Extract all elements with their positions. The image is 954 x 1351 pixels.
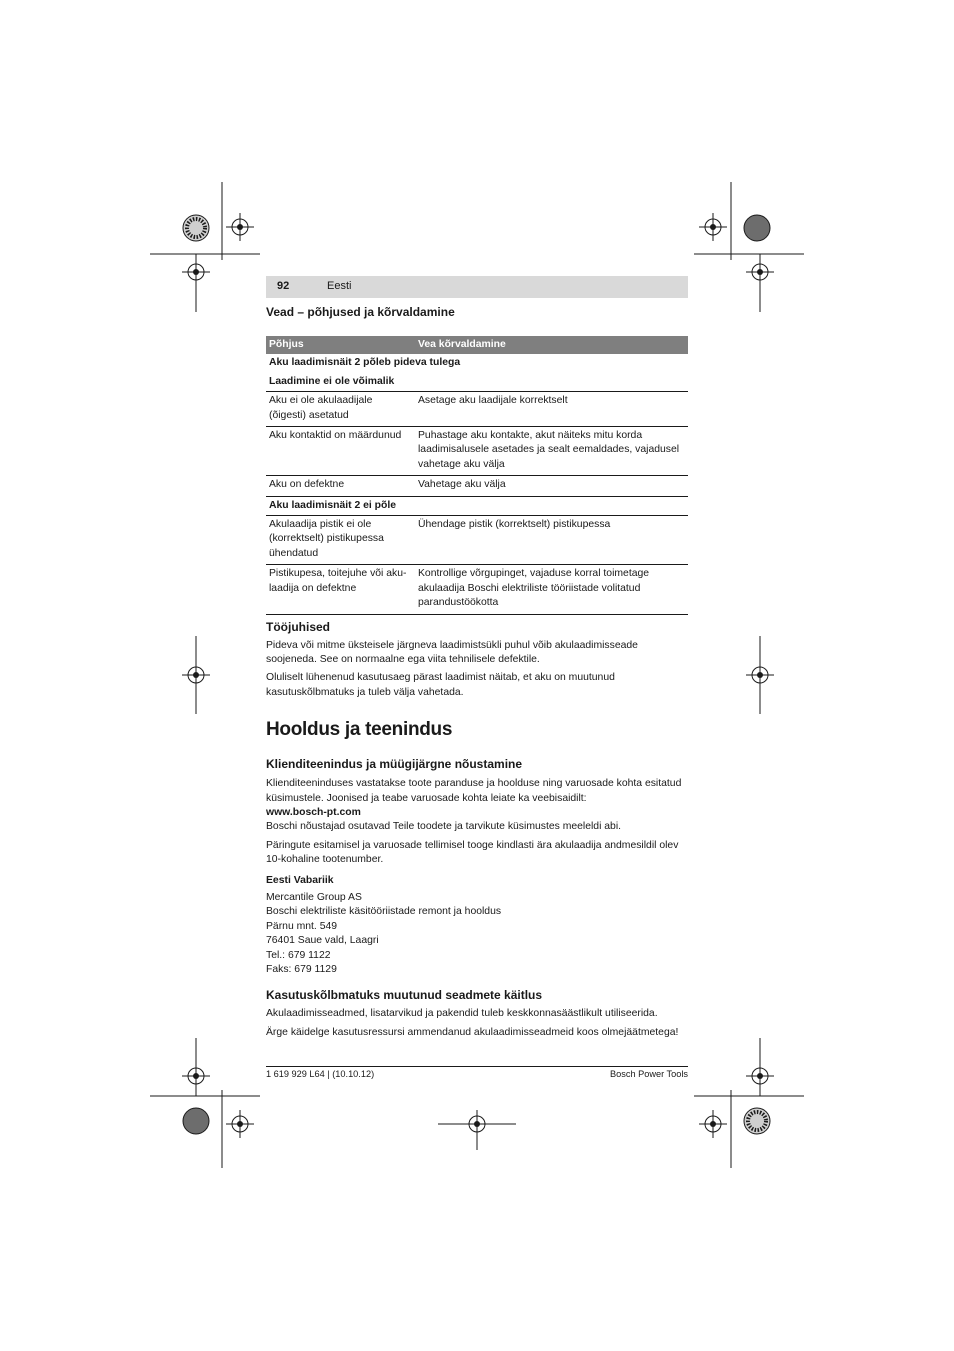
customer-service-title: Klienditeenindus ja müügijärgne nõustamine: [266, 757, 523, 772]
table-header-row: [266, 336, 688, 354]
troubleshoot-title: Vead – põhjused ja kõrvaldamine: [266, 305, 455, 319]
fix-cell: Ühendage pistik (korrektselt) pistikupessa: [415, 516, 688, 565]
disposal-title: Kasutuskõlbmatuks muutunud seadmete käitlus: [266, 988, 543, 1003]
header-language: Eesti: [327, 280, 352, 292]
disposal-paragraph: Akulaadimisseadmed, lisatarvikud ja pakendid tuleb keskkonnasäästlikult utiliseerida.: [266, 1008, 658, 1020]
cause-cell: Aku kontaktid on määrdunud: [266, 427, 415, 476]
fix-cell: Vahetage aku välja: [415, 476, 688, 496]
table-section-row: [266, 496, 688, 515]
section-heading: Aku laadimisnäit 2 põleb pideva tulega: [269, 357, 461, 369]
table-section-row: [266, 354, 688, 372]
fix-cell: Kontrollige võrgupinget, vajaduse korral toimetage akulaadija Boschi elektriliste tööriistade volitatud parandustöökotta: [415, 565, 688, 614]
table-section-row: [266, 373, 688, 392]
country-heading: Eesti Vabariik: [266, 874, 334, 886]
tips-paragraph: Oluliselt lühenenud kasutusaeg pärast laadimist näitab, et aku on muutunud kasutuskõlbmatuks ja tuleb välja vahetada.: [266, 672, 615, 698]
service-paragraph: Boschi nõustajad osutavad Teile toodete ja tarvikute küsimustes meeleldi abi.: [266, 821, 622, 833]
footer-doc-id: 1 619 929 L64 | (10.10.12): [266, 1069, 375, 1079]
section-heading: Laadimine ei ole võimalik: [266, 373, 688, 392]
footer-divider: [266, 1066, 688, 1067]
address-line: Mercantile Group AS: [266, 891, 362, 903]
service-address: [266, 891, 688, 977]
address-line: 76401 Saue vald, Laagri: [266, 935, 379, 947]
troubleshoot-table: [266, 336, 688, 615]
service-title: Hooldus ja teenindus: [266, 719, 453, 741]
cause-cell: Pistikupesa, toitejuhe või akulaadija on defektne: [266, 565, 415, 614]
page-header: [266, 276, 688, 298]
tips-title: Tööjuhised: [266, 619, 330, 634]
footer-brand: Bosch Power Tools: [610, 1069, 688, 1079]
address-line: Pärnu mnt. 549: [266, 920, 338, 932]
table-row: [266, 565, 688, 614]
section-heading: Aku laadimisnäit 2 ei põle: [266, 496, 688, 515]
column-header-cause: Põhjus: [266, 336, 415, 354]
cause-cell: Akulaadija pistik ei ole (korrektselt) pistikupessa ühendatud: [266, 516, 415, 565]
tips-paragraph: Pideva või mitme üksteisele järgneva laadimistsükli puhul võib akulaadimisseade soojeneda. See on normaalne ega viita tehnilisele defektile.: [266, 639, 638, 665]
disposal-paragraph: Ärge käidelge kasutusressursi ammendanud akulaadimisseadmeid koos olmejäätmetega!: [266, 1026, 679, 1038]
address-line: Boschi elektriliste käsitööriistade remont ja hooldus: [266, 906, 502, 918]
table-row: [266, 516, 688, 565]
table-row: [266, 427, 688, 476]
cause-cell: Aku ei ole akulaadijale (õigesti) asetatud: [266, 392, 415, 427]
service-paragraph: Päringute esitamisel ja varuosade tellimisel tooge kindlasti ära akulaadija andmesildil olev 10-kohaline tootenumber.: [266, 839, 679, 866]
fix-cell: Puhastage aku kontakte, akut näiteks mitu korda laadimisalusele asetades ja sealt eemaldades, vajadusel vahetage aku välja: [415, 427, 688, 476]
cause-cell: Aku on defektne: [266, 476, 415, 496]
main-content: [266, 304, 688, 1040]
address-line: Faks: 679 1129: [266, 964, 337, 975]
address-line: Tel.: 679 1122: [266, 949, 331, 961]
fix-cell: Asetage aku laadijale korrektselt: [415, 392, 688, 427]
table-row: [266, 392, 688, 427]
service-url-link[interactable]: www.bosch-pt.com: [266, 806, 361, 818]
column-header-fix: Vea kõrvaldamine: [415, 336, 688, 354]
service-paragraph: Klienditeeninduses vastatakse toote paranduse ja hoolduse ning varuosade kohta esitatud küsimustele. Joonised ja teabe varuosade kohta leiate ka veebisaidilt:: [266, 778, 682, 804]
table-row: [266, 476, 688, 496]
page-number: 92: [277, 280, 290, 292]
